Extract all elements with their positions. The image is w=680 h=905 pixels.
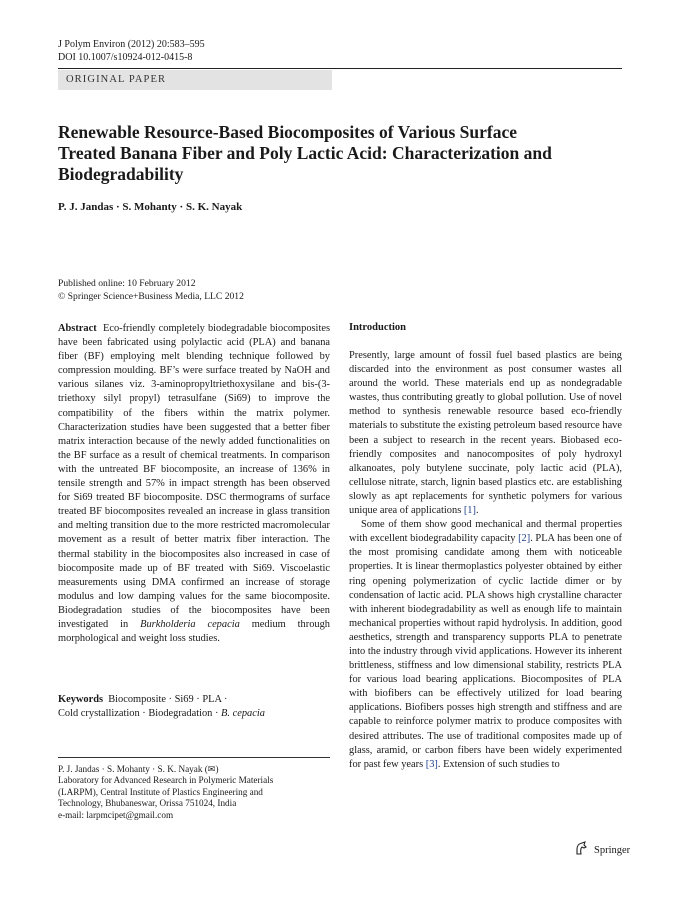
publisher-name: Springer: [594, 845, 631, 856]
article-category: ORIGINAL PAPER: [66, 74, 167, 85]
paragraph: Some of them show good mechanical and thermal properties with excellent biodegradability capacity [2]. PLA has been one of the most promising candidate among them with noticeable properties. It is linear thermoplastics polyester obtained by either ring opening polymerization of cyclic lactide dimer or by condensation of lactic acid. PLA shows high crystalline character with inherent biodegradability as well as enough life to maintain mechanical properties without rapid hydrolysis. In addition, good aesthetics, strength and transparency supports PLA to penetrate into the industry through vivid applications. However its inherent brittleness, stiffness and low dimensional stability, restricts PLA for various load bearing applications. Biocomposites of PLA with biofibers can be effectively utilized for load bearing applications. Biofibers posses high strength and stiffness and are capable to reinforce polymer matrix to produce composites with desired attributes. The use of traditional composites made up of glass, aramid, or carbon fibers have been widely experimented for past few years [3]. Extension of such studies to: [349, 519, 622, 770]
affiliation: [58, 764, 330, 821]
publication-info: [58, 278, 244, 303]
citation-link[interactable]: [1]: [463, 505, 476, 517]
affiliation-rule: [58, 757, 330, 758]
header-rule: [58, 68, 622, 69]
introduction-body: [349, 349, 622, 772]
publisher-logo: [574, 840, 630, 858]
abstract-label: Abstract: [58, 323, 97, 334]
abstract-text: Eco-friendly completely biodegradable biocomposites have been fabricated using polylactic acid (PLA) and banana fiber (BF) employing melt blending technique followed by compression moulding. BF’s were surface treated by NaOH and various silanes viz. 3-aminopropyltriethoxysilane and bis-(3-triethoxy silyl propyl) tetrasulfane (Si69) to improve the compatibility of the fibers within the matrix polymer. Characterization studies have been suggested that a better fiber matrix interaction because of the newly added functionalities on the BF surface as a result of chemical treatments. In comparison with the untreated BF biocomposite, an increase of 136% in tensile strength and 57% in impact strength has been observed for Si69 treated BF biocomposite. DSC thermograms of surface treated BF biocomposites revealed an increase in glass transition and melting transition due to the more restricted macromolecular movement as a result of better matrix fiber interaction. The thermal stability in the biocomposites also increased in case of biocomposite made up of BF treated with Si69. Viscoelastic measurements using DMA confirmed an increase of storage modulus and low damping values for the same biocomposite. Biodegradation studies of the biocomposites have been investigated in: [58, 323, 330, 630]
paragraph: Presently, large amount of fossil fuel based plastics are being discarded into the environment as post consumer wastes all around the world. These materials end up as nondegradable wastes, thus contributing greatly to global pollution. Use of novel method to synthesis renewable resource based eco-friendly materials to substitute the existing petroleum based resource have been a subject to research in the recent years. Biobased eco-friendly composites and nanocomposites of poly hydroxyl alkanoates, poly butylene succinate, poly lactic acid (PLA), cellulose nitrate, starch, lignin based plastics etc. are establishing slowly as apt replacements for synthetic polymers for various unique area of applications [1].: [349, 350, 622, 517]
published-date: Published online: 10 February 2012: [58, 278, 196, 289]
keywords-organism: B. cepacia: [221, 708, 265, 720]
affiliation-email[interactable]: e-mail: larpmcipet@gmail.com: [58, 809, 174, 820]
journal-citation: J Polym Environ (2012) 20:583–595: [58, 39, 205, 50]
citation-link[interactable]: [2]: [518, 533, 531, 545]
author-list: P. J. Jandas · S. Mohanty · S. K. Nayak: [58, 201, 243, 213]
citation-link[interactable]: [3]: [425, 758, 438, 770]
keywords: [58, 693, 330, 721]
copyright-line: © Springer Science+Business Media, LLC 2012: [58, 290, 244, 302]
abstract: [58, 322, 330, 646]
article-title: Renewable Resource-Based Biocomposites of Various Surface Treated Banana Fiber and Poly Lactic Acid: Characterization and Biodegradability: [58, 122, 552, 184]
doi: DOI 10.1007/s10924-012-0415-8: [58, 52, 193, 63]
abstract-text-end: medium through morphological and weight loss studies.: [58, 618, 330, 645]
springer-horse-icon: [574, 841, 588, 855]
affiliation-line: (LARPM), Central Institute of Plastics Engineering and: [58, 786, 263, 797]
abstract-organism: Burkholderia cepacia: [140, 618, 240, 630]
affiliation-authors: P. J. Jandas · S. Mohanty · S. K. Nayak (✉): [58, 764, 219, 774]
keywords-label: Keywords: [58, 694, 104, 705]
section-heading: Introduction: [349, 322, 406, 333]
affiliation-line: Technology, Bhubaneswar, Orissa 751024, India: [58, 798, 237, 809]
keywords-line-2: Cold crystallization · Biodegradation ·: [58, 708, 219, 720]
keywords-line-1: Biocomposite · Si69 · PLA ·: [108, 694, 228, 705]
affiliation-line: Laboratory for Advanced Research in Polymeric Materials: [58, 775, 274, 786]
